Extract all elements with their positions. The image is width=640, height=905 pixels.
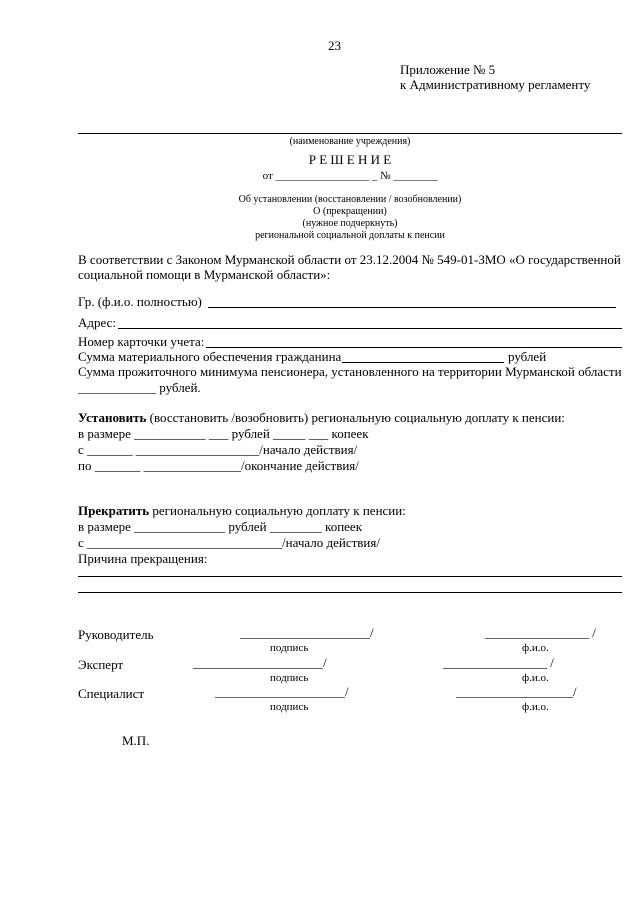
head-name-caption: ф.и.о. [522, 642, 549, 654]
institution-line [78, 133, 622, 134]
subsistence-minimum-line-1: Сумма прожиточного минимума пенсионера, установленного на территории Мурманской области [78, 364, 622, 379]
about-line-1: Об установлении (восстановлении / возобновлении) [238, 194, 462, 205]
about-line-4: региональной социальной доплаты к пенсии [255, 230, 445, 241]
reason-line-2 [78, 592, 622, 593]
termination-reason-label: Причина прекращения: [78, 551, 208, 566]
fio-label: Гр. (ф.и.о. полностью) [78, 294, 202, 309]
intro-line-1: В соответствии с Законом Мурманской области от 23.12.2004 № 549-01-ЗМО «О государственной [78, 252, 621, 267]
head-signature-caption: подпись [270, 642, 309, 654]
material-support-unit: рублей [508, 349, 547, 364]
head-label: Руководитель [78, 627, 154, 642]
expert-name-caption: ф.и.о. [522, 672, 549, 684]
specialist-name-line: __________________/ [456, 684, 577, 699]
establish-heading [78, 410, 565, 426]
expert-signature-caption: подпись [270, 672, 309, 684]
card-number-underline [206, 347, 622, 348]
expert-name-line: ________________ / [443, 655, 554, 670]
reason-line-1 [78, 576, 622, 577]
address-underline [118, 328, 622, 329]
expert-label: Эксперт [78, 657, 124, 672]
expert-signature-line: ____________________/ [193, 655, 327, 670]
establish-text: (восстановить /возобновить) региональную социальную доплату к пенсии: [146, 410, 565, 425]
specialist-signature-caption: подпись [270, 701, 309, 713]
terminate-heading [78, 503, 406, 519]
date-number-line: от _________________ _ № ________ [262, 170, 438, 182]
about-line-2: О (прекращении) [313, 206, 387, 217]
specialist-label: Специалист [78, 686, 145, 701]
terminate-text: региональную социальную доплату к пенсии: [149, 503, 406, 518]
appendix-number: Приложение № 5 [400, 62, 496, 77]
card-number-label: Номер карточки учета: [78, 334, 205, 349]
terminate-amount: в размере ______________ рублей ________ копеек [78, 519, 363, 534]
material-support-label: Сумма материального обеспечения гражданина [78, 349, 342, 364]
material-support-underline [342, 362, 504, 363]
terminate-start: с ______________________________/начало действия/ [78, 535, 380, 550]
institution-caption: (наименование учреждения) [289, 136, 411, 147]
stamp-place: М.П. [122, 733, 150, 748]
head-signature-line: ____________________/ [240, 625, 374, 640]
intro-line-2: социальной помощи в Мурманской области»: [78, 267, 331, 282]
fio-underline [208, 307, 616, 308]
establish-amount: в размере ___________ ___ рублей _____ ___ копеек [78, 426, 369, 441]
establish-keyword: Установить [78, 410, 147, 425]
establish-end: по _______ _______________/окончание действия/ [78, 458, 359, 473]
address-label: Адрес: [78, 315, 116, 330]
establish-start: с _______ ___________________/начало действия/ [78, 442, 358, 457]
page-number: 23 [328, 38, 341, 53]
terminate-keyword: Прекратить [78, 503, 150, 518]
specialist-signature-line: ____________________/ [215, 684, 349, 699]
specialist-name-caption: ф.и.о. [522, 701, 549, 713]
appendix-reference: к Административному регламенту [400, 77, 591, 92]
subsistence-minimum-line-2: ____________ рублей. [78, 380, 201, 395]
about-line-3: (нужное подчеркнуть) [302, 218, 398, 229]
document-title: Р Е Ш Е Н И Е [308, 152, 392, 167]
head-name-line: ________________ / [485, 625, 596, 640]
